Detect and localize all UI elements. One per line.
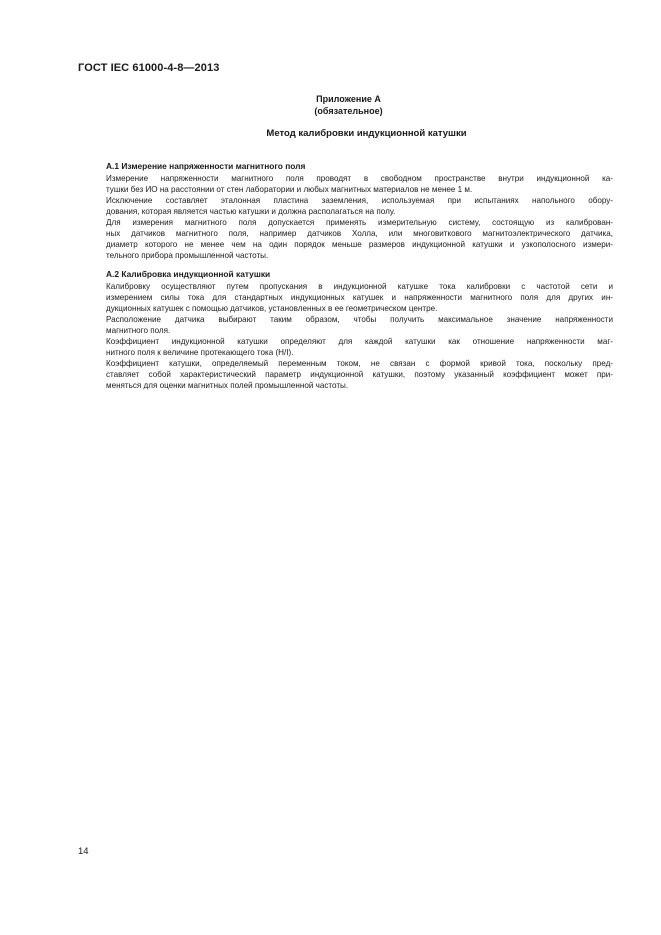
text-line: Измерение напряженности магнитного поля проводят в свободном пространстве внутри индукционной ка- (106, 174, 613, 183)
text-line: меняться для оценки магнитных полей промышленной частоты. (106, 381, 349, 390)
paragraph (80, 217, 613, 261)
text-line: Для измерения магнитного поля допускается применять измерительную систему, состоящую из калиброван- (106, 218, 613, 227)
paragraph (80, 173, 613, 195)
text-line: тушки без ИО на расстоянии от стен лаборатории и любых магнитных материалов не менее 1 м. (106, 185, 473, 194)
text-line: тельного прибора промышленной частоты. (106, 251, 269, 260)
text-line: дукционных катушек с помощью датчиков, установленных в ее геометрическом центре. (106, 304, 438, 313)
page-number: 14 (78, 846, 89, 857)
section-heading-a1: А.1 Измерение напряженности магнитного поля (106, 161, 306, 171)
paragraph (80, 336, 613, 358)
paragraph (80, 358, 613, 391)
paragraph (80, 314, 613, 336)
paragraph (80, 281, 613, 314)
standard-header: ГОСТ IEC 61000-4-8—2013 (78, 62, 220, 74)
text-line: дования, которая является частью катушки и должна располагаться на полу. (106, 207, 396, 216)
text-line: Коэффициент индукционной катушки определяют для каждой катушки как отношение напряженности маг- (106, 337, 613, 346)
text-line: Калибровку осуществляют путем пропускания в индукционной катушке тока калибровки с частотой сети и (106, 282, 613, 291)
appendix-body (80, 161, 613, 391)
text-line: Исключение составляет эталонная пластина заземления, используемая при испытаниях напольного обору- (106, 196, 613, 205)
text-line: магнитного поля. (106, 326, 171, 335)
text-line: Коэффициент катушки, определяемый переменным током, не связан с формой кривой тока, поскольку пред- (106, 359, 613, 368)
text-line: ставляет собой характеристический параметр индукционной катушки, поэтому указанный коэффициент может при- (106, 370, 613, 379)
appendix-label: Приложение А (316, 94, 381, 104)
section-heading-a2: А.2 Калибровка индукционной катушки (106, 269, 271, 279)
text-line: Расположение датчика выбирают таким образом, чтобы получить максимальное значение напряженности (106, 315, 613, 324)
paragraph (80, 195, 613, 217)
text-line: нитного поля к величине протекающего тока (H/I). (106, 348, 294, 357)
text-line: диаметр которого не менее чем на один порядок меньше размеров индукционной катушки и узкополосного измери- (106, 240, 613, 249)
text-line: измерением силы тока для стандартных индукционных катушек и напряженности магнитного поля для других ин- (106, 293, 613, 302)
appendix-title: Метод калибровки индукционной катушки (266, 128, 467, 139)
appendix-heading (0, 93, 661, 117)
text-line: ных датчиков магнитного поля, например датчиков Холла, или многовиткового магнитоэлектрического датчика, (106, 229, 613, 238)
appendix-status: (обязательное) (314, 106, 383, 116)
